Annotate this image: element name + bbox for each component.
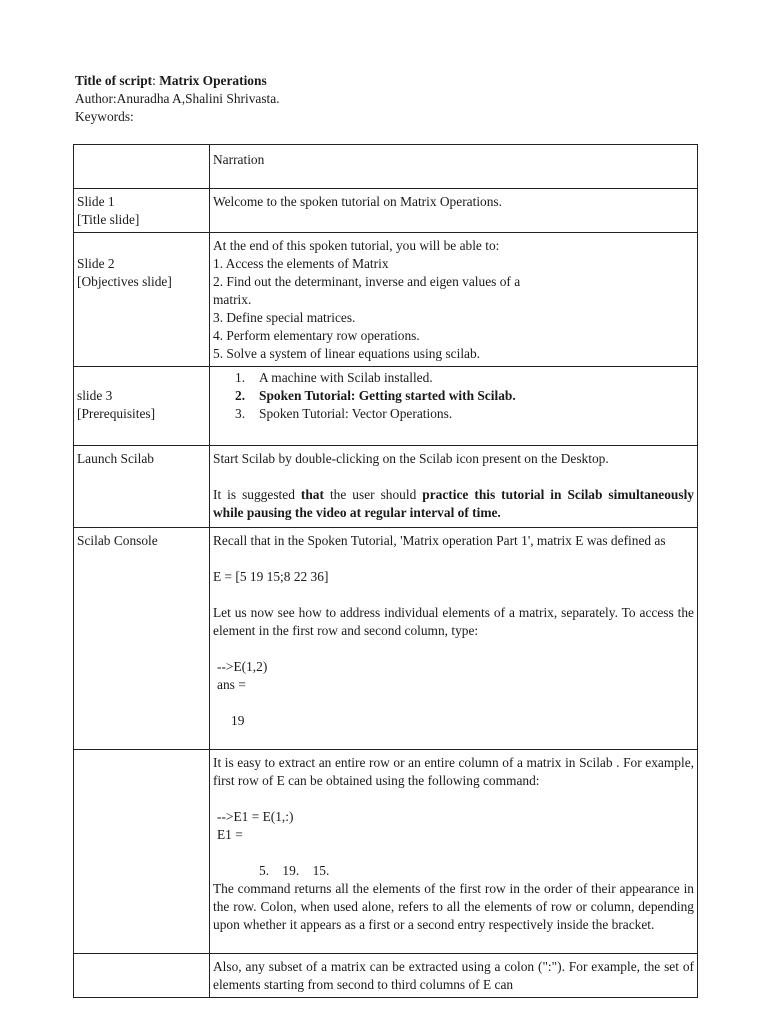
narration-header-cell: Narration [210, 145, 698, 189]
narration-cell: It is easy to extract an entire row or an entire column of a matrix in Scilab . For example, first row of E can be obtained using the following command: -->E1 = E(1,:) E1 = 5. 19. 15. The command returns all the elements of the first row in the order of their appearance in the row. Colon, when used alone, refers to all the elements of row or column, depending upon whether it appears as a first or a second entry respectively inside the bracket. [210, 750, 698, 954]
narration-cell: Welcome to the spoken tutorial on Matrix Operations. [210, 189, 698, 233]
table-header-row [74, 145, 698, 189]
title-separator: : [152, 73, 160, 88]
code-line: -->E1 = E(1,:) [217, 809, 294, 824]
code-line: E = [5 19 15;8 22 36] [213, 569, 329, 584]
table-row [74, 446, 698, 528]
list-item: 2. Spoken Tutorial: Getting started with Scilab. [235, 388, 516, 403]
list-item: 3. Spoken Tutorial: Vector Operations. [235, 406, 453, 421]
table-row [74, 954, 698, 998]
narration-cell: Also, any subset of a matrix can be extracted using a colon (":"). For example, the set of elements starting from second to third columns of E can [210, 954, 698, 998]
keywords-line: Keywords: [75, 109, 134, 124]
visual-cell: Slide 2 [Objectives slide] [74, 233, 210, 367]
code-line: E1 = [217, 827, 243, 842]
visual-cell: Slide 1 [Title slide] [74, 189, 210, 233]
script-table [73, 144, 698, 998]
visual-cell: Launch Scilab [74, 446, 210, 528]
list-item: 1. A machine with Scilab installed. [235, 370, 433, 385]
code-line: -->E(1,2) [217, 659, 268, 674]
suggestion-paragraph: It is suggested that the user should practice this tutorial in Scilab simultaneously while pausing the video at regular interval of time. [213, 487, 694, 520]
narration-cell [210, 367, 698, 446]
visual-header-cell [74, 145, 210, 189]
visual-cell: Scilab Console [74, 528, 210, 750]
author-line: Author:Anuradha A,Shalini Shrivasta. [75, 91, 280, 106]
table-row [74, 367, 698, 446]
script-title-line [75, 72, 280, 90]
code-line: 19 [231, 713, 245, 728]
narration-cell: Recall that in the Spoken Tutorial, 'Matrix operation Part 1', matrix E was defined as E = [5 19 15;8 22 36] Let us now see how to address individual elements of a matrix, separately. To access the element in the first row and second column, type: -->E(1,2) ans = 19 [210, 528, 698, 750]
table-row [74, 528, 698, 750]
script-header [75, 72, 280, 126]
visual-cell [74, 954, 210, 998]
code-line: ans = [217, 677, 246, 692]
title-label: Title of script [75, 73, 153, 88]
code-line: 5. 19. 15. [259, 863, 330, 878]
narration-cell: Start Scilab by double-clicking on the Scilab icon present on the Desktop. It is suggested that the user should practice this tutorial in Scilab simultaneously while pausing the video at regular interval of time. [210, 446, 698, 528]
table-row [74, 189, 698, 233]
narration-cell: At the end of this spoken tutorial, you will be able to: 1. Access the elements of Matrix 2. Find out the determinant, inverse and eigen values of a matrix. 3. Define special matrices. 4. Perform elementary row operations. 5. Solve a system of linear equations using scilab. [210, 233, 698, 367]
visual-cell: slide 3 [Prerequisites] [74, 367, 210, 446]
title-value: Matrix Operations [159, 73, 267, 88]
table-row [74, 750, 698, 954]
table-row [74, 233, 698, 367]
visual-cell [74, 750, 210, 954]
